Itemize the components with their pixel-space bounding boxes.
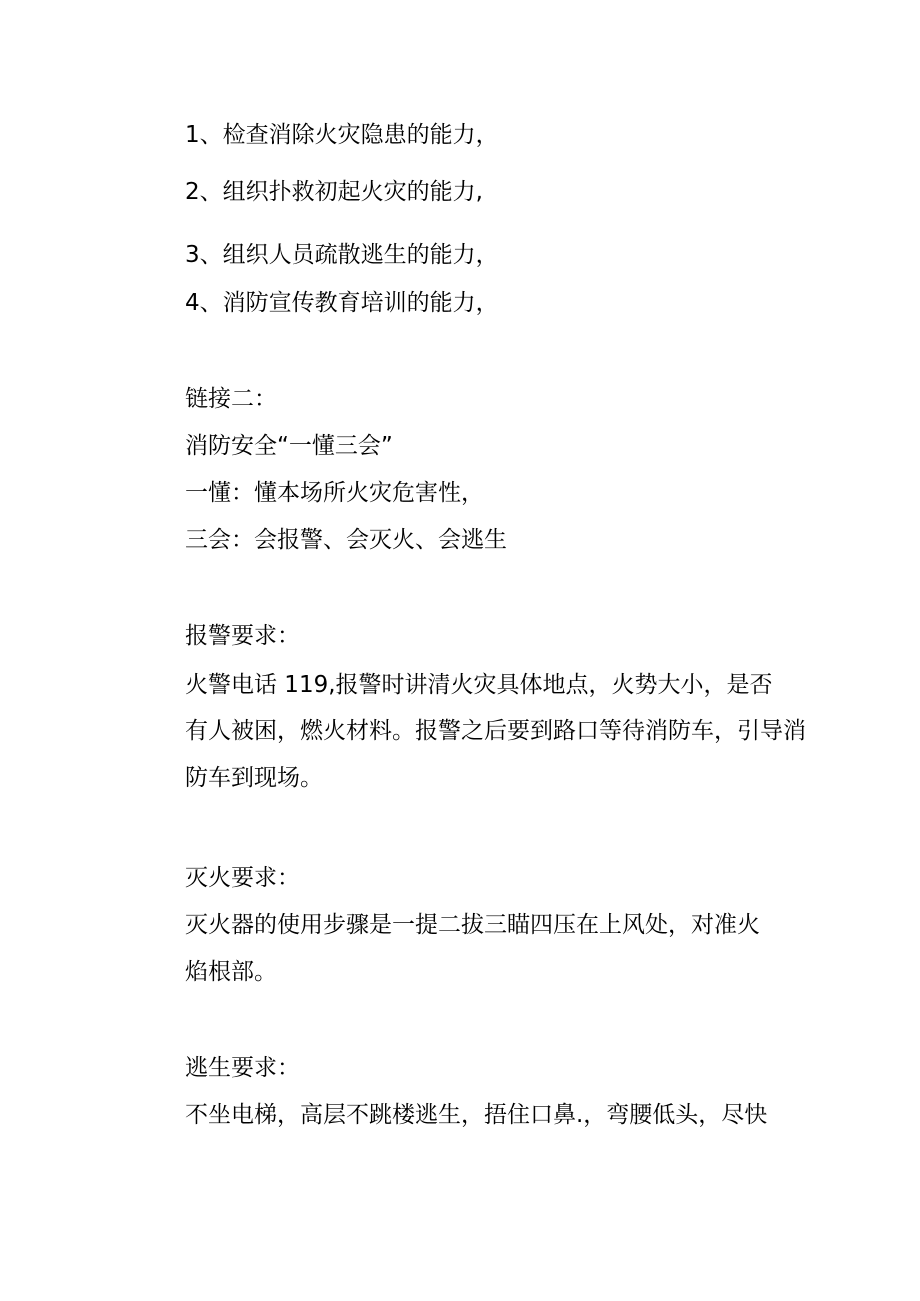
ability-item-4: 4、消防宣传教育培训的能力， [185, 290, 499, 316]
ability-item-2: 2、组织扑救初起火灾的能力, [185, 179, 483, 205]
link2-heading: 链接二： [185, 386, 277, 412]
extinguish-heading: 灭火要求： [185, 865, 300, 891]
alarm-heading: 报警要求： [185, 623, 300, 649]
alarm-text-line-1: 火警电话 119,报警时讲清火灾具体地点，火势大小，是否 [185, 672, 773, 698]
three-can-line: 三会：会报警、会灭火、会逃生 [185, 527, 507, 553]
ability-item-1: 1、检查消除火灾隐患的能力， [185, 122, 499, 148]
link2-title: 消防安全“一懂三会” [185, 433, 393, 459]
extinguish-text-line-1: 灭火器的使用步骤是一提二拔三瞄四压在上风处，对准火 [185, 912, 760, 938]
escape-heading: 逃生要求： [185, 1055, 300, 1081]
alarm-text-line-2: 有人被困，燃火材料。报警之后要到路口等待消防车，引导消 [185, 718, 806, 744]
escape-text-line-1: 不坐电梯，高层不跳楼逃生，捂住口鼻.，弯腰低头，尽快 [185, 1102, 768, 1128]
ability-item-3: 3、组织人员疏散逃生的能力， [185, 242, 499, 268]
alarm-text-line-3: 防车到现场。 [185, 765, 323, 791]
one-understand-line: 一懂：懂本场所火灾危害性， [185, 480, 484, 506]
extinguish-text-line-2: 焰根部。 [185, 959, 277, 985]
